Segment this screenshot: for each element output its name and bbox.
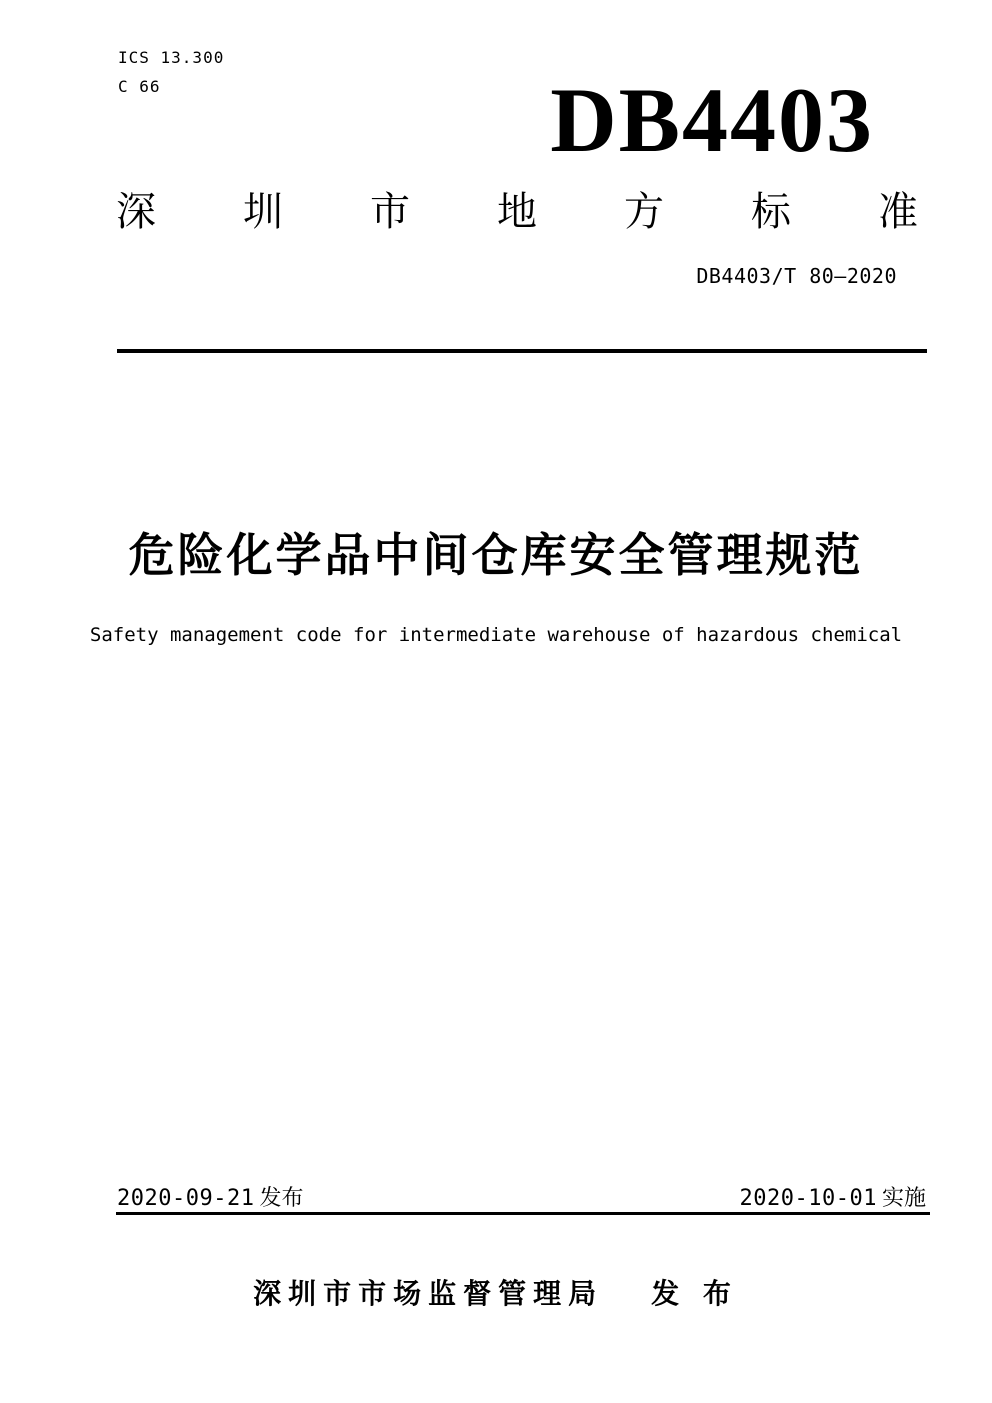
issue-date-label: 发布 [259, 1185, 304, 1210]
document-title-zh: 危险化学品中间仓库安全管理规范 [128, 529, 864, 581]
standard-type-char: 准 [878, 190, 918, 234]
issue-date: 2020-09-21 [117, 1186, 255, 1211]
standard-type-char: 地 [497, 190, 537, 234]
implement-date: 2020-10-01 [739, 1186, 877, 1211]
issue-date-group [117, 1181, 303, 1212]
document-classification-code: C 66 [118, 77, 161, 96]
standard-type-row [116, 190, 918, 234]
publish-label: 发 布 [651, 1278, 739, 1309]
top-divider-rule [117, 349, 927, 353]
dates-row [117, 1181, 926, 1212]
standard-type-char: 市 [370, 190, 410, 234]
document-title-en: Safety management code for intermediate warehouse of hazardous chemical [89, 624, 903, 646]
standard-type-char: 深 [116, 190, 156, 234]
publisher-row [0, 1272, 992, 1312]
publisher-name: 深圳市市场监督管理局 [253, 1278, 604, 1309]
bottom-divider-rule [116, 1212, 930, 1215]
standard-number: DB4403/T 80—2020 [696, 264, 897, 288]
standard-type-char: 方 [624, 190, 664, 234]
standard-type-char: 圳 [243, 190, 283, 234]
standard-type-char: 标 [751, 190, 791, 234]
implement-date-label: 实施 [881, 1185, 926, 1210]
implement-date-group [740, 1181, 926, 1212]
ics-code: ICS 13.300 [118, 48, 225, 67]
db-code-logo: DB4403 [550, 69, 874, 171]
